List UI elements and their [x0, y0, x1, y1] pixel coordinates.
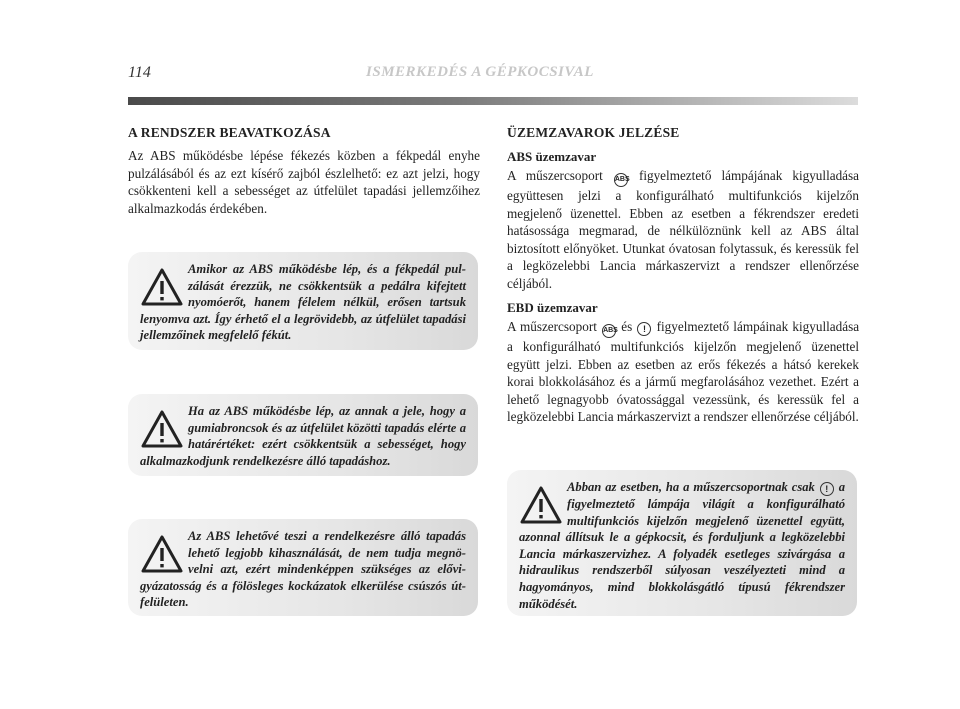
- warning-text: Abban az esetben, ha a műszercsoportnak csak ! a figyelmeztető lámpája világít a konfigurálható multifunkciós kijelzőn megjelenő üzenettel együtt, azonnal állítsuk le a gépkocsit, és forduljunk a legközelebbi Lancia márkaszervizhez. A folyadék esetleges szivárgása a hidraulikus rendszerből súlyosan veszélyezteti mind a hagyományos, mind blokkolásgátló típusú fékrendszer működését.: [519, 480, 846, 611]
- abs-malfunction-heading: ABS üzemzavar: [507, 149, 597, 164]
- abs-malfunction-paragraph: A műszercsoport ABS figyelmeztető lámpájának kigyulladása együttesen jelzi a konfigurálható multifunkciós kijelzőn megjelenő üzenettel. Ebben az esetben a fékrendszer eredeti hatásossága megmarad, de nélkülöznünk kell az ABS által biztosított előnyöket. Utunkat óvatosan folytassuk, és keressük fel a legközelebbi Lancia márkaszervizt a rendszer ellenőrzése céljából.: [507, 168, 860, 291]
- warning-box: [128, 252, 478, 350]
- abs-lamp-icon: ABS: [614, 173, 628, 187]
- ebd-malfunction-paragraph: A műszercsoport ABS és ! figyelmeztető lámpáinak kigyulladása a konfigurálható multifunkciós kijelzőn megjelenő üzenettel együtt jelzi. Ebben az esetben az erős fékezés a hátsó kerekek korai blokkolásához és a jármű megfarolásához vezethet. Ezért a lehető legnagyobb óvatossággal vezessünk, és keressük fel a legközelebbi Lancia márkaszervizt a rendszer ellenőrzése céljából.: [507, 319, 860, 424]
- warning-triangle-icon: [140, 409, 184, 449]
- running-title: ISMERKEDÉS A GÉPKOCSIVAL: [366, 64, 594, 80]
- warning-box: [128, 394, 478, 476]
- right-column: [507, 125, 859, 426]
- intervention-paragraph: Az ABS működésbe lépése fékezés közben a fékpedál enyhe pulzálásából és az ezt kísérő zajból észlelhető: ez azt jelzi, hogy csökkenteni kell a sebességet az útfelület tapadási jellemzőihez alkalmazkodás érdekében.: [128, 148, 480, 216]
- left-column: [128, 125, 480, 217]
- brake-warning-lamp-icon: !: [820, 482, 834, 496]
- abs-lamp-icon: ABS: [602, 324, 616, 338]
- warning-box: [128, 519, 478, 616]
- section-heading-malfunctions: ÜZEMZAVAROK JELZÉSE: [507, 125, 680, 140]
- page-number: 114: [128, 64, 151, 81]
- warning-text: Ha az ABS működésbe lép, az annak a jele, hogy a gumiabroncsok és az útfelület közötti tapadás elérte a határértéket: ezért csökkentsük a sebességet, hogy alkalmazkodjunk rendelkezésre álló tapadáshoz.: [140, 404, 466, 468]
- warning-triangle-icon: [140, 267, 184, 307]
- header-rule: [128, 97, 858, 105]
- warning-box: [507, 470, 857, 616]
- warning-triangle-icon: [140, 534, 184, 574]
- warning-text: Amikor az ABS működésbe lép, és a fékpedál pulzálását érezzük, ne csökkentsük a pedálra kifejtett nyomóerőt, hanem félelem nélkül, erősen tartsuk lenyomva azt. Így érhető el a legrövidebb, az útfelület tapadási jellemzőinek megfelelő fékút.: [140, 262, 466, 343]
- brake-warning-lamp-icon: !: [637, 322, 651, 336]
- section-heading-system-intervention: A RENDSZER BEAVATKOZÁSA: [128, 125, 331, 140]
- warning-text: Az ABS lehetővé teszi a rendelkezésre álló tapadás lehető legjobb kihasználását, de nem tudja megnövelni azt, ezért mindenképpen szükséges az elővigyázatosság és a fölösleges kockázatok elkerülése csúszós útfelületen.: [140, 529, 466, 610]
- warning-triangle-icon: [519, 485, 563, 525]
- ebd-malfunction-heading: EBD üzemzavar: [507, 300, 598, 315]
